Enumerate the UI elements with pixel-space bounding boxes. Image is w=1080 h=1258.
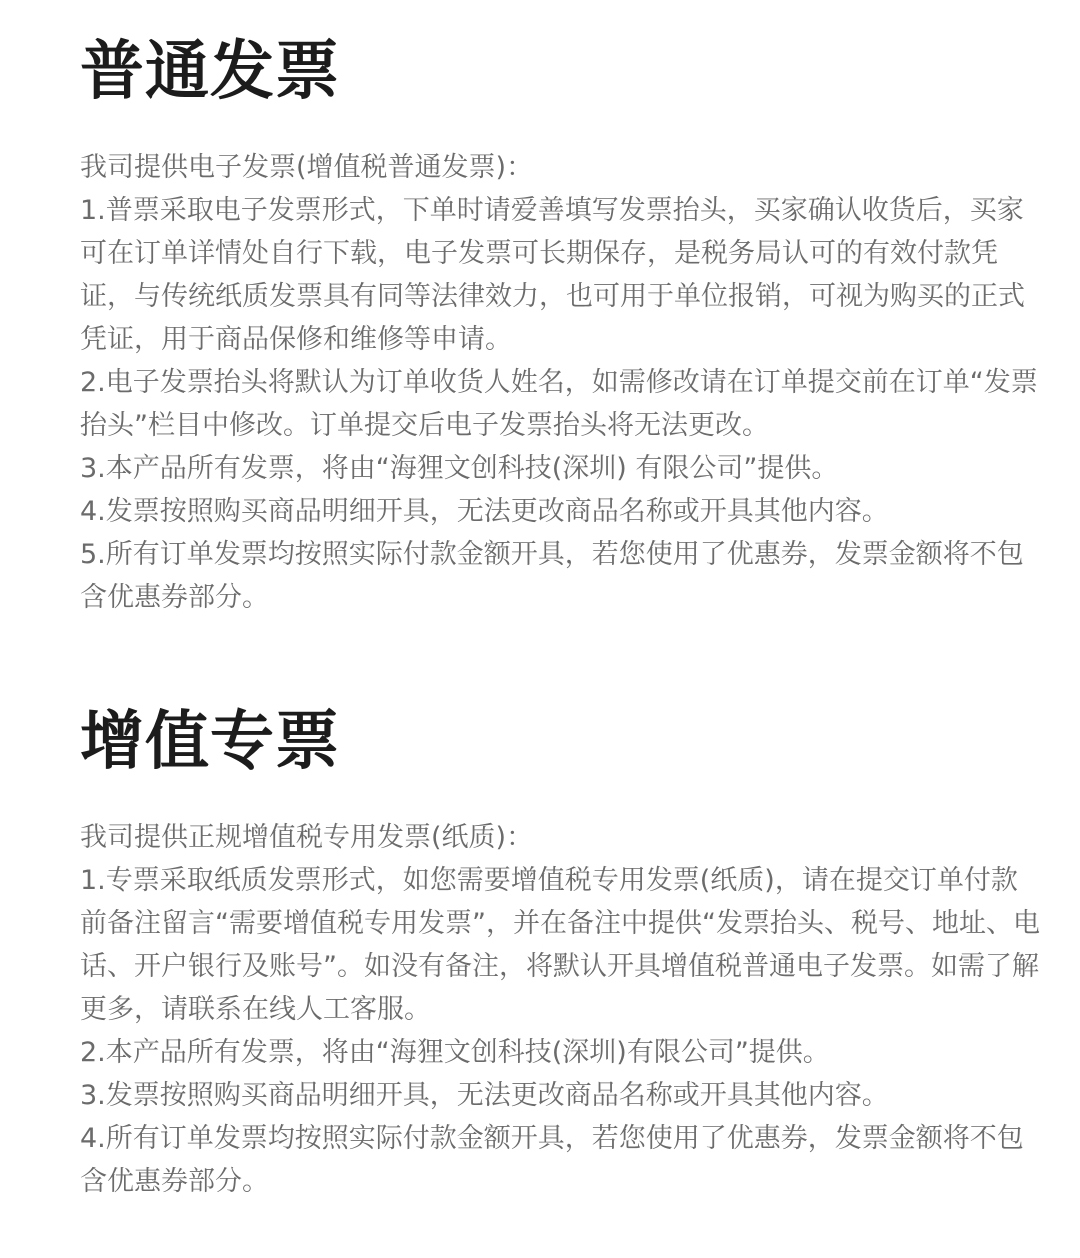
normal-invoice-body	[80, 146, 1040, 619]
special-invoice-item-4: 4.所有订单发票均按照实际付款金额开具，若您使用了优惠券，发票金额将不包含优惠券部分。	[80, 1123, 1024, 1197]
special-invoice-intro: 我司提供正规增值税专用发票(纸质)：	[80, 822, 534, 853]
normal-invoice-section	[80, 30, 1040, 619]
normal-invoice-item-1: 1.普票采取电子发票形式，下单时请爱善填写发票抬头，买家确认收货后，买家可在订单详情处自行下载，电子发票可长期保存，是税务局认可的有效付款凭证，与传统纸质发票具有同等法律效力，也可用于单位报销，可视为购买的正式凭证，用于商品保修和维修等申请。	[80, 195, 1025, 355]
normal-invoice-item-4: 4.发票按照购买商品明细开具，无法更改商品名称或开具其他内容。	[80, 496, 889, 527]
special-invoice-item-3: 3.发票按照购买商品明细开具，无法更改商品名称或开具其他内容。	[80, 1080, 889, 1111]
normal-invoice-title: 普通发票	[80, 35, 340, 109]
normal-invoice-item-5: 5.所有订单发票均按照实际付款金额开具，若您使用了优惠券，发票金额将不包含优惠券部分。	[80, 539, 1024, 613]
special-invoice-title: 增值专票	[80, 705, 340, 779]
normal-invoice-intro: 我司提供电子发票(增值税普通发票)：	[80, 152, 534, 183]
special-invoice-item-2: 2.本产品所有发票，将由“海狸文创科技(深圳)有限公司”提供。	[80, 1037, 830, 1068]
special-invoice-item-1: 1.专票采取纸质发票形式，如您需要增值税专用发票(纸质)，请在提交订单付款前备注留言“需要增值税专用发票”，并在备注中提供“发票抬头、税号、地址、电话、开户银行及账号”。如没有备注，将默认开具增值税普通电子发票。如需了解更多，请联系在线人工客服。	[80, 865, 1040, 1025]
special-invoice-section	[80, 700, 1040, 1203]
normal-invoice-item-3: 3.本产品所有发票，将由“海狸文创科技(深圳) 有限公司”提供。	[80, 453, 839, 484]
normal-invoice-item-2: 2.电子发票抬头将默认为订单收货人姓名，如需修改请在订单提交前在订单“发票抬头”栏目中修改。订单提交后电子发票抬头将无法更改。	[80, 367, 1038, 441]
special-invoice-body	[80, 816, 1040, 1203]
